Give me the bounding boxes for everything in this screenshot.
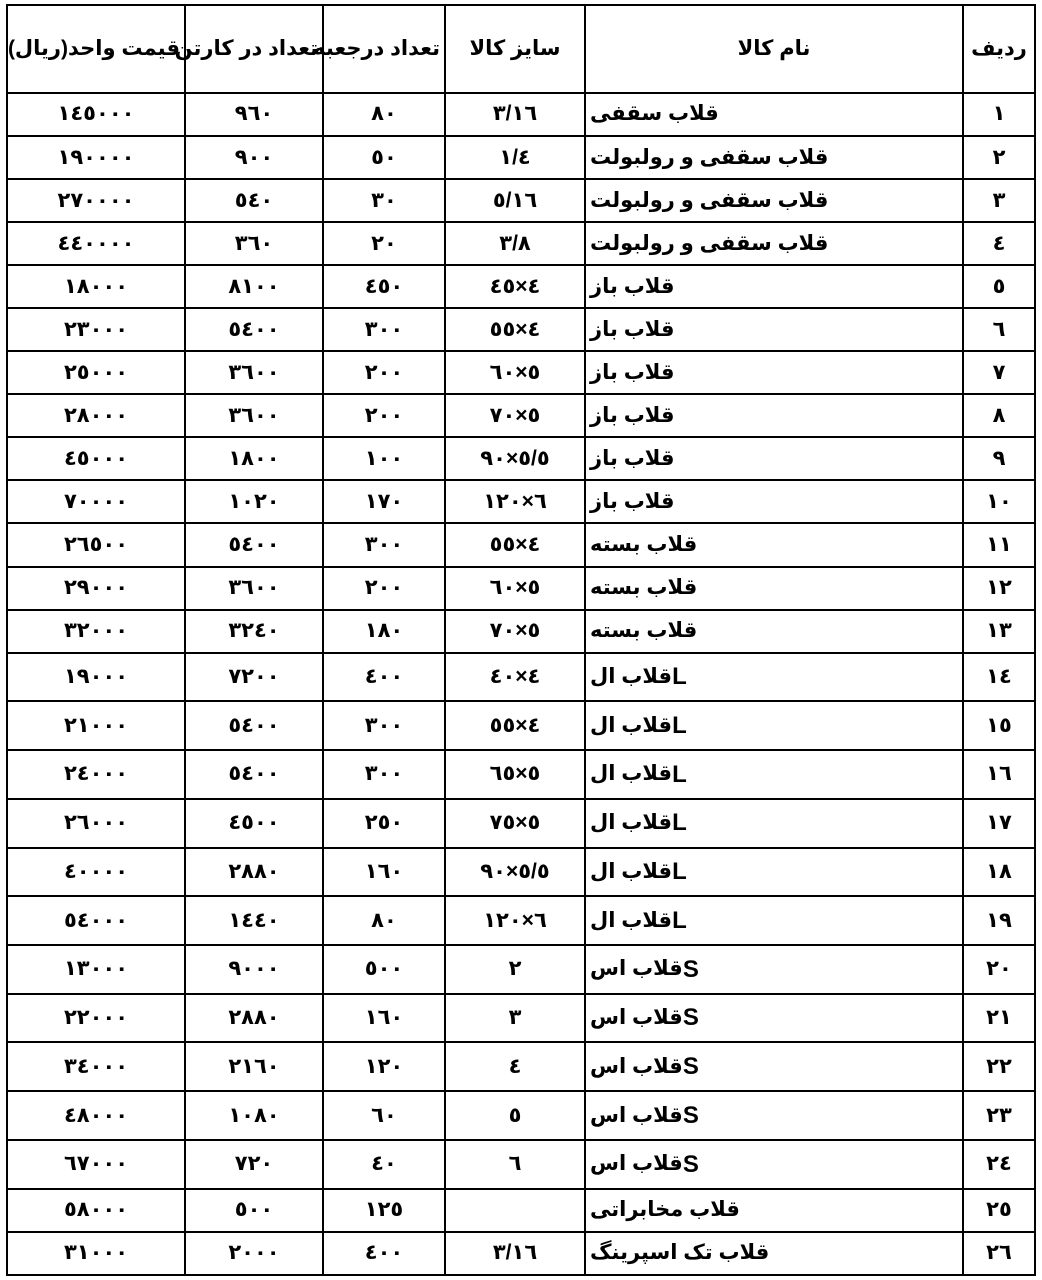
cell-qty-per-carton: ٢٠٠٠ [185,1232,323,1275]
cell-row-no: ٢٠ [963,945,1035,994]
cell-product-size: ٥ [445,1091,585,1140]
table-row [7,1042,1035,1091]
table-row [7,308,1035,351]
column-header-product-size: سایز کالا [445,5,585,93]
cell-product-size [445,1189,585,1232]
cell-product-name [585,1189,963,1232]
cell-row-no: ١٨ [963,848,1035,897]
cell-product-size: ٦×١٢٠ [445,480,585,523]
product-name-label: قلاب باز [590,489,675,513]
cell-unit-price: ١٤٥٠٠٠ [7,93,185,136]
cell-product-size: ٥×٦٠ [445,567,585,610]
table-row [7,896,1035,945]
product-name-label: قلاب سقفی و رولبولت [590,188,829,212]
cell-qty-per-dozen: ٥٠٠ [323,945,445,994]
column-header-unit-price: قیمت واحد(ریال) [7,5,185,93]
cell-row-no: ١٤ [963,653,1035,702]
cell-qty-per-carton: ٢٨٨٠ [185,994,323,1043]
table-row [7,653,1035,702]
cell-qty-per-dozen: ٣٠٠ [323,701,445,750]
cell-product-name [585,799,963,848]
cell-qty-per-dozen: ١٨٠ [323,610,445,653]
table-row [7,179,1035,222]
cell-qty-per-dozen: ١٧٠ [323,480,445,523]
product-name-label: قلاب باز [590,360,675,384]
product-name-label: قلاب اس [590,1152,683,1176]
cell-row-no: ١٢ [963,567,1035,610]
table-row [7,1232,1035,1275]
cell-product-size: ٣/١٦ [445,93,585,136]
cell-qty-per-carton: ٣٦٠٠ [185,351,323,394]
cell-unit-price: ٢١٠٠٠ [7,701,185,750]
product-name-suffix: L [672,711,687,739]
cell-product-name [585,351,963,394]
cell-unit-price: ٢٦٥٠٠ [7,523,185,566]
cell-row-no: ٨ [963,394,1035,437]
cell-unit-price: ١٩٠٠٠ [7,653,185,702]
cell-qty-per-carton: ١٠٢٠ [185,480,323,523]
cell-product-size: ٥/٥×٩٠ [445,848,585,897]
product-name-label: قلاب اس [590,1103,683,1127]
cell-product-name [585,93,963,136]
cell-row-no: ٢٥ [963,1189,1035,1232]
cell-product-size: ٤ [445,1042,585,1091]
cell-unit-price: ٣٢٠٠٠ [7,610,185,653]
cell-product-size: ٥×٦٥ [445,750,585,799]
cell-row-no: ١٣ [963,610,1035,653]
product-name-label: قلاب اس [590,957,683,981]
cell-unit-price: ٣٤٠٠٠ [7,1042,185,1091]
cell-row-no: ٢٦ [963,1232,1035,1275]
cell-qty-per-carton: ٥٠٠ [185,1189,323,1232]
cell-unit-price: ٢٤٠٠٠ [7,750,185,799]
product-name-label: قلاب سقفی [590,102,719,126]
cell-qty-per-dozen: ٣٠٠ [323,523,445,566]
cell-product-size: ٥/١٦ [445,179,585,222]
product-name-suffix: L [672,760,687,788]
product-price-table [6,4,1036,1276]
product-name-label: قلاب ال [590,713,673,737]
table-row [7,93,1035,136]
cell-unit-price: ٤٨٠٠٠ [7,1091,185,1140]
table-row [7,945,1035,994]
cell-product-name [585,848,963,897]
cell-product-size: ٣ [445,994,585,1043]
cell-product-name [585,896,963,945]
table-row [7,265,1035,308]
cell-unit-price: ٤٤٠٠٠٠ [7,222,185,265]
cell-qty-per-carton: ٩٠٠ [185,136,323,179]
cell-qty-per-dozen: ٣٠ [323,179,445,222]
cell-qty-per-carton: ٥٤٠٠ [185,523,323,566]
cell-qty-per-dozen: ١٦٠ [323,848,445,897]
cell-qty-per-carton: ٨١٠٠ [185,265,323,308]
cell-unit-price: ٢٢٠٠٠ [7,994,185,1043]
cell-product-name [585,653,963,702]
cell-product-size: ٦ [445,1140,585,1189]
cell-qty-per-carton: ١٤٤٠ [185,896,323,945]
cell-row-no: ١١ [963,523,1035,566]
cell-unit-price: ١٨٠٠٠ [7,265,185,308]
product-name-label: قلاب مخابراتی [590,1198,740,1222]
cell-product-name [585,136,963,179]
product-name-label: قلاب ال [590,811,673,835]
cell-unit-price: ٢٣٠٠٠ [7,308,185,351]
product-name-suffix: L [672,858,687,886]
cell-product-name [585,701,963,750]
table-row [7,750,1035,799]
product-name-label: قلاب باز [590,317,675,341]
cell-row-no: ٩ [963,437,1035,480]
cell-product-name [585,308,963,351]
product-name-suffix: S [682,1053,699,1081]
cell-row-no: ٦ [963,308,1035,351]
cell-qty-per-dozen: ٢٥٠ [323,799,445,848]
cell-qty-per-dozen: ٨٠ [323,896,445,945]
table-row [7,994,1035,1043]
cell-product-size: ٤×٤٥ [445,265,585,308]
cell-product-name [585,1140,963,1189]
cell-product-size: ٤×٤٠ [445,653,585,702]
cell-row-no: ٢ [963,136,1035,179]
cell-qty-per-dozen: ٤٠٠ [323,1232,445,1275]
cell-product-name [585,394,963,437]
cell-product-name [585,994,963,1043]
table-row [7,437,1035,480]
cell-product-name [585,222,963,265]
table-row [7,394,1035,437]
cell-product-name [585,1232,963,1275]
cell-unit-price: ٢٦٠٠٠ [7,799,185,848]
cell-row-no: ٤ [963,222,1035,265]
cell-unit-price: ٢٧٠٠٠٠ [7,179,185,222]
cell-product-size: ٢ [445,945,585,994]
cell-unit-price: ٣١٠٠٠ [7,1232,185,1275]
cell-unit-price: ٢٥٠٠٠ [7,351,185,394]
cell-product-name [585,1042,963,1091]
cell-unit-price: ٤٠٠٠٠ [7,848,185,897]
cell-product-size: ٤×٥٥ [445,701,585,750]
cell-product-name [585,945,963,994]
cell-product-name [585,567,963,610]
cell-qty-per-dozen: ٢٠ [323,222,445,265]
product-name-label: قلاب بسته [590,532,698,556]
product-name-label: قلاب ال [590,762,673,786]
product-name-label: قلاب سقفی و رولبولت [590,145,829,169]
cell-product-size: ٣/٨ [445,222,585,265]
product-name-label: قلاب ال [590,859,673,883]
cell-qty-per-dozen: ٨٠ [323,93,445,136]
table-row [7,523,1035,566]
cell-row-no: ٣ [963,179,1035,222]
cell-qty-per-dozen: ٥٠ [323,136,445,179]
cell-product-size: ٥×٧٠ [445,610,585,653]
cell-qty-per-carton: ٥٤٠٠ [185,750,323,799]
product-name-label: قلاب باز [590,403,675,427]
cell-row-no: ١٠ [963,480,1035,523]
cell-row-no: ١ [963,93,1035,136]
cell-qty-per-dozen: ٢٠٠ [323,567,445,610]
cell-row-no: ١٩ [963,896,1035,945]
cell-qty-per-dozen: ٢٠٠ [323,394,445,437]
cell-product-size: ١/٤ [445,136,585,179]
cell-product-size: ٣/١٦ [445,1232,585,1275]
cell-row-no: ١٥ [963,701,1035,750]
table-row [7,1091,1035,1140]
product-name-label: قلاب ال [590,908,673,932]
table-row [7,701,1035,750]
cell-qty-per-dozen: ٤٥٠ [323,265,445,308]
cell-qty-per-dozen: ١٦٠ [323,994,445,1043]
product-name-suffix: S [682,1150,699,1178]
cell-row-no: ١٧ [963,799,1035,848]
cell-unit-price: ٧٠٠٠٠ [7,480,185,523]
cell-qty-per-carton: ٢١٦٠ [185,1042,323,1091]
cell-qty-per-dozen: ١٢٠ [323,1042,445,1091]
cell-unit-price: ٢٨٠٠٠ [7,394,185,437]
cell-product-size: ٤×٥٥ [445,308,585,351]
cell-unit-price: ٥٨٠٠٠ [7,1189,185,1232]
cell-product-size: ٥×٧٥ [445,799,585,848]
product-name-label: قلاب باز [590,274,675,298]
cell-product-size: ٦×١٢٠ [445,896,585,945]
cell-unit-price: ١٣٠٠٠ [7,945,185,994]
product-name-suffix: L [672,906,687,934]
product-name-label: قلاب اس [590,1054,683,1078]
cell-qty-per-carton: ٩٦٠ [185,93,323,136]
cell-product-size: ٥/٥×٩٠ [445,437,585,480]
product-name-suffix: S [682,955,699,983]
cell-qty-per-carton: ١٠٨٠ [185,1091,323,1140]
product-name-label: قلاب تک اسپرینگ [590,1241,770,1265]
cell-qty-per-carton: ٣٢٤٠ [185,610,323,653]
cell-qty-per-carton: ٥٤٠ [185,179,323,222]
cell-qty-per-dozen: ٢٠٠ [323,351,445,394]
cell-qty-per-dozen: ٣٠٠ [323,750,445,799]
product-name-suffix: L [672,809,687,837]
cell-unit-price: ١٩٠٠٠٠ [7,136,185,179]
cell-qty-per-dozen: ١٠٠ [323,437,445,480]
cell-product-size: ٤×٥٥ [445,523,585,566]
product-name-label: قلاب بسته [590,575,698,599]
cell-product-name [585,179,963,222]
cell-row-no: ١٦ [963,750,1035,799]
cell-row-no: ٥ [963,265,1035,308]
table-row [7,1189,1035,1232]
cell-product-name [585,1091,963,1140]
product-name-suffix: S [682,1101,699,1129]
product-name-suffix: L [672,663,687,691]
table-row [7,136,1035,179]
cell-unit-price: ٢٩٠٠٠ [7,567,185,610]
table-header-row [7,5,1035,93]
cell-unit-price: ٥٤٠٠٠ [7,896,185,945]
cell-row-no: ٢١ [963,994,1035,1043]
cell-qty-per-carton: ٩٠٠٠ [185,945,323,994]
column-header-qty-per-carton: تعداد در کارتن [185,5,323,93]
cell-qty-per-dozen: ٦٠ [323,1091,445,1140]
cell-qty-per-carton: ٥٤٠٠ [185,308,323,351]
product-name-label: قلاب بسته [590,619,698,643]
column-header-qty-per-dozen: تعداد درجعبه [323,5,445,93]
cell-qty-per-dozen: ٤٠٠ [323,653,445,702]
cell-qty-per-dozen: ١٢٥ [323,1189,445,1232]
table-row [7,480,1035,523]
cell-qty-per-carton: ٤٥٠٠ [185,799,323,848]
cell-qty-per-carton: ٢٨٨٠ [185,848,323,897]
product-name-label: قلاب باز [590,446,675,470]
cell-qty-per-carton: ١٨٠٠ [185,437,323,480]
table-row [7,799,1035,848]
cell-qty-per-dozen: ٣٠٠ [323,308,445,351]
product-name-label: قلاب سقفی و رولبولت [590,231,829,255]
table-row [7,848,1035,897]
cell-qty-per-carton: ٣٦٠٠ [185,394,323,437]
cell-qty-per-carton: ٧٢٠٠ [185,653,323,702]
cell-qty-per-carton: ٧٢٠ [185,1140,323,1189]
product-name-label: قلاب اس [590,1006,683,1030]
column-header-product-name: نام کالا [585,5,963,93]
table-body [7,93,1035,1275]
cell-unit-price: ٦٧٠٠٠ [7,1140,185,1189]
cell-unit-price: ٤٥٠٠٠ [7,437,185,480]
table-row [7,1140,1035,1189]
table-row [7,351,1035,394]
cell-product-size: ٥×٦٠ [445,351,585,394]
product-name-label: قلاب ال [590,664,673,688]
table-header [7,5,1035,93]
cell-qty-per-carton: ٣٦٠٠ [185,567,323,610]
cell-product-name [585,437,963,480]
table-row [7,610,1035,653]
table-row [7,567,1035,610]
cell-qty-per-carton: ٥٤٠٠ [185,701,323,750]
cell-product-size: ٥×٧٠ [445,394,585,437]
cell-product-name [585,523,963,566]
cell-qty-per-dozen: ٤٠ [323,1140,445,1189]
column-header-row-no: ردیف [963,5,1035,93]
cell-product-name [585,750,963,799]
product-name-suffix: S [682,1004,699,1032]
cell-product-name [585,480,963,523]
cell-row-no: ٢٣ [963,1091,1035,1140]
cell-row-no: ٢٤ [963,1140,1035,1189]
cell-row-no: ٢٢ [963,1042,1035,1091]
cell-qty-per-carton: ٣٦٠ [185,222,323,265]
cell-row-no: ٧ [963,351,1035,394]
cell-product-name [585,610,963,653]
cell-product-name [585,265,963,308]
table-row [7,222,1035,265]
